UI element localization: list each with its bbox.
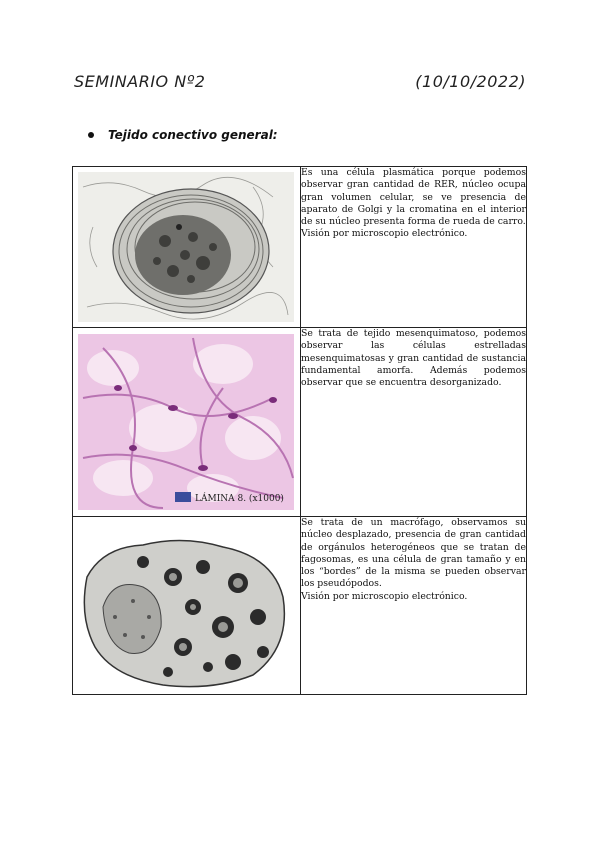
page-date: (10/10/2022) [415, 72, 526, 91]
image-caption: LÁMINA 8. (x1000) [195, 494, 284, 504]
macrophage-image [73, 517, 299, 694]
page-title: SEMINARIO Nº2 [74, 72, 206, 91]
plasma-cell-image [73, 167, 299, 327]
section-bullet [88, 128, 278, 142]
bullet-icon [88, 132, 94, 138]
description-note: Visión por microscopio electrónico. [301, 228, 468, 240]
image-cell [73, 328, 301, 517]
section-title: Tejido conectivo general: [108, 128, 278, 142]
description-text: Se trata de un macrófago, observamos su núcleo desplazado, presencia de gran cantidad de orgánulos heterogéneos que se tratan de fagosomas, es una célula de gran tamaño y en los “bordes” de la misma se pueden observar los pseudópodos. [301, 517, 526, 590]
description-cell [301, 517, 527, 695]
description-text: Se trata de tejido mesenquimatoso, podemos observar las células estrelladas mesenquimatosas y gran cantidad de sustancia fundamental amorfa. Además podemos observar que se encuentra desorganizado. [301, 328, 526, 389]
image-cell [73, 167, 301, 328]
description-text: Es una célula plasmática porque podemos observar gran cantidad de RER, núcleo ocupa gran volumen celular, se ve presencia de aparato de Golgi y la cromatina en el interior de su núcleo presenta forma de rueda de carro. [301, 167, 526, 228]
table-row [73, 328, 527, 517]
description-cell [301, 328, 527, 517]
mesenchymal-tissue-image [73, 328, 299, 516]
description-cell [301, 167, 527, 328]
description-note: Visión por microscopio electrónico. [301, 590, 468, 602]
seminar-table [72, 166, 527, 695]
table-row [73, 167, 527, 328]
image-cell [73, 517, 301, 695]
table-row [73, 517, 527, 695]
